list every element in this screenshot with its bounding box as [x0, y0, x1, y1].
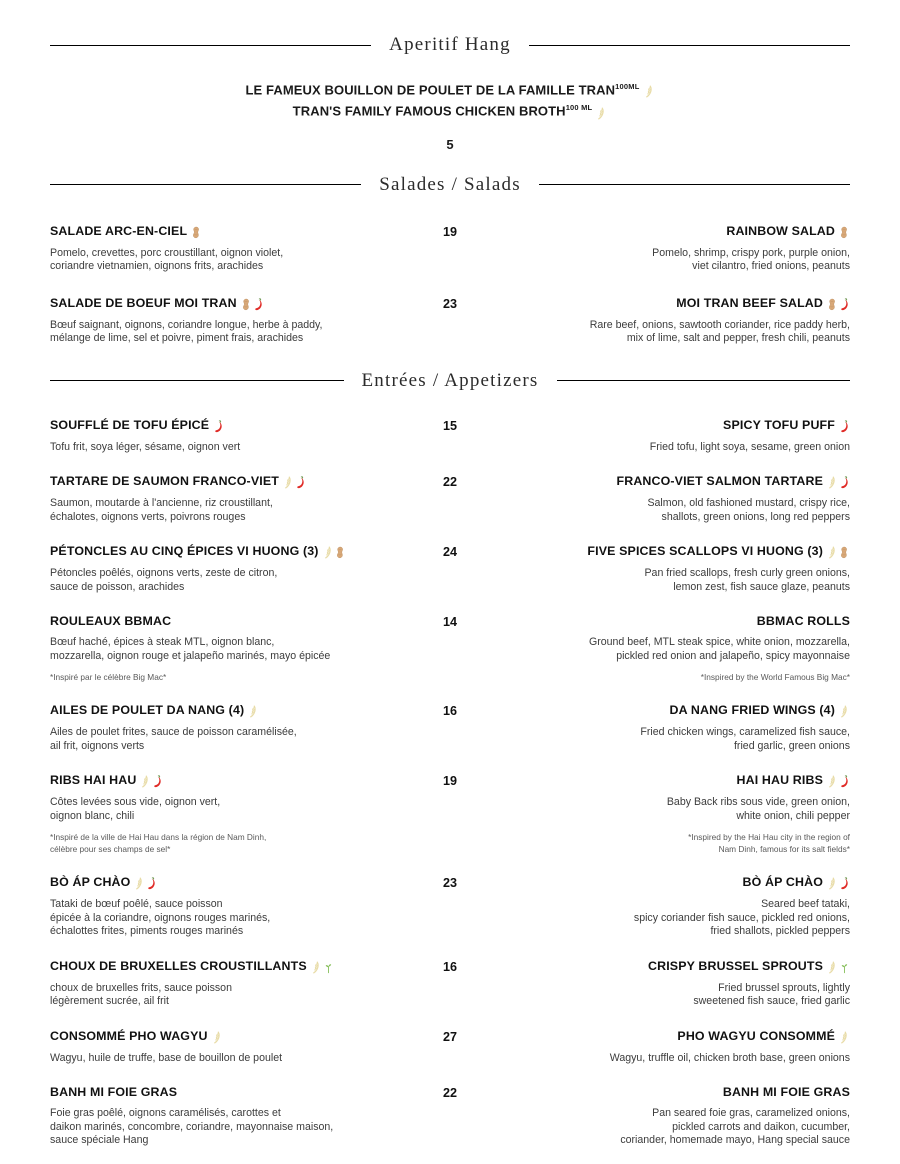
allergen-icons-en	[826, 297, 850, 312]
menu-item-en	[480, 296, 850, 346]
wheat-icon	[827, 877, 838, 890]
menu-item-price-cell	[420, 959, 480, 974]
aperitif-name-fr	[50, 78, 850, 99]
menu-item-price: 22	[442, 1086, 457, 1101]
peanut-icon	[839, 226, 850, 239]
menu-item-desc-en: Ground beef, MTL steak spice, white onion, mozzarella, pickled red onion and jalapeño, spicy mayonnaise	[588, 636, 850, 662]
menu-item-name-en	[480, 959, 850, 975]
menu-item-name-en-text: MOI TRAN BEEF SALAD	[676, 295, 823, 310]
aperitif-volume-en: 100 ML	[565, 103, 593, 113]
item-spacer	[50, 454, 850, 474]
section-header-entrees	[50, 370, 850, 392]
allergen-icons-fr	[247, 704, 259, 719]
peanut-icon	[335, 546, 346, 559]
menu-item	[50, 224, 850, 274]
menu-item	[50, 875, 850, 939]
menu-item-desc-en: Pan fried scallops, fresh curly green onions, lemon zest, fish sauce glaze, peanuts	[644, 567, 850, 593]
menu-item-name-en-text: BBMAC ROLLS	[756, 614, 850, 629]
menu-item-name-en	[480, 544, 850, 560]
item-spacer	[50, 855, 850, 875]
wheat-icon	[311, 961, 322, 974]
menu-item-fr	[50, 959, 420, 1009]
menu-item-price: 14	[442, 615, 457, 630]
menu-item-name-fr-text: BÒ ÁP CHÀO	[50, 875, 131, 890]
menu-item-desc-en: Fried tofu, light soya, sesame, green onion	[649, 440, 850, 453]
aperitif-name-en	[50, 99, 850, 120]
menu-item-desc-fr: Pomelo, crevettes, porc croustillant, oignon violet, coriandre vietnamien, oignons frits, arachides	[50, 246, 284, 273]
item-spacer	[50, 753, 850, 773]
menu-item-en	[480, 474, 850, 524]
chili-icon	[839, 877, 850, 890]
menu-item-name-en-text: DA NANG FRIED WINGS (4)	[669, 703, 835, 718]
menu-item	[50, 418, 850, 455]
allergen-icons-fr	[133, 876, 157, 891]
menu-item-price-cell	[420, 418, 480, 433]
menu-item-name-en	[480, 418, 850, 434]
menu-item-desc-fr: Bœuf haché, épices à steak MTL, oignon blanc, mozzarella, oignon rouge et jalapeño marinés, mayo épicée	[50, 636, 331, 662]
menu-item	[50, 1085, 850, 1148]
menu-item-name-en	[480, 614, 850, 629]
menu-item-name-fr	[50, 544, 420, 560]
rule-left	[50, 45, 371, 46]
menu-item-fr	[50, 875, 420, 939]
menu-item-fr	[50, 296, 420, 346]
menu-item	[50, 959, 850, 1009]
chili-icon	[839, 420, 850, 433]
menu-item-desc-fr: Tataki de bœuf poêlé, sauce poisson épicée à la coriandre, oignons rouges marinés, échalottes frites, piments rouges marinés	[50, 898, 271, 938]
allergen-icons-fr	[139, 774, 163, 789]
allergen-icons-en	[838, 1030, 850, 1045]
menu-item-price-cell	[420, 773, 480, 788]
menu-item-name-fr-text: SALADE ARC-EN-CIEL	[50, 223, 188, 238]
chili-icon	[152, 775, 163, 788]
menu-item-desc-fr: Foie gras poêlé, oignons caramélisés, carottes et daikon marinés, concombre, coriandre, mayonnaise maison, sauce spéciale Hang	[50, 1107, 334, 1147]
allergen-icons-fr	[240, 297, 264, 312]
menu-item-en	[480, 1085, 850, 1148]
menu-item-desc-fr: Ailes de poulet frites, sauce de poisson caramélisée, ail frit, oignons verts	[50, 726, 297, 752]
menu-item-name-fr-text: CONSOMMÉ PHO WAGYU	[50, 1028, 208, 1043]
menu-item-name-en	[480, 773, 850, 789]
menu-item-en	[480, 224, 850, 274]
menu-item-name-en	[480, 474, 850, 490]
menu-item-name-en-text: BANH MI FOIE GRAS	[722, 1085, 850, 1100]
menu-item-note-fr: *Inspiré par le célèbre Big Mac*	[50, 672, 167, 683]
wheat-icon	[827, 775, 838, 788]
allergen-icons-en	[838, 419, 850, 434]
chili-icon	[253, 298, 264, 311]
menu-item-en	[480, 703, 850, 753]
menu-item-en	[480, 959, 850, 1009]
chili-icon	[839, 476, 850, 489]
menu-item-desc-en: Baby Back ribs sous vide, green onion, white onion, chili pepper	[666, 796, 850, 822]
menu-item-price-cell	[420, 875, 480, 890]
menu-item-name-en-text: FIVE SPICES SCALLOPS VI HUONG (3)	[587, 544, 823, 559]
menu-item-name-fr	[50, 1029, 420, 1045]
wheat-icon	[323, 546, 334, 559]
aperitif-icons-en	[595, 104, 607, 121]
menu-item-note-en: *Inspired by the World Famous Big Mac*	[700, 672, 850, 683]
chili-icon	[213, 420, 224, 433]
rule-left	[50, 184, 361, 185]
menu-item-fr	[50, 1085, 420, 1148]
wheat-icon	[644, 85, 655, 98]
peanut-icon	[827, 298, 838, 311]
menu-item-name-fr-text: TARTARE DE SAUMON FRANCO-VIET	[50, 474, 279, 489]
menu-item-price: 23	[442, 296, 457, 311]
menu-item-name-fr	[50, 703, 420, 719]
aperitif-item	[50, 78, 850, 152]
menu-item-fr	[50, 474, 420, 524]
menu-item-name-fr	[50, 1085, 420, 1100]
menu-item-price-cell	[420, 474, 480, 489]
menu-item-name-fr-text: SALADE DE BOEUF MOI TRAN	[50, 295, 237, 310]
allergen-icons-fr	[190, 225, 202, 240]
menu-item-fr	[50, 703, 420, 753]
allergen-icons-en	[826, 960, 850, 975]
allergen-icons-fr	[211, 1030, 223, 1045]
menu-item-price: 19	[442, 774, 457, 789]
allergen-icons-fr	[212, 419, 224, 434]
menu-item-name-en-text: RAINBOW SALAD	[726, 223, 835, 238]
menu-item-name-en	[480, 296, 850, 312]
section-title: Entrées / Appetizers	[361, 369, 539, 391]
menu-item-name-fr	[50, 614, 420, 629]
menu-item-en	[480, 418, 850, 455]
menu-item-name-en	[480, 1085, 850, 1100]
menu-item-name-fr-text: CHOUX DE BRUXELLES CROUSTILLANTS	[50, 958, 307, 973]
rule-left	[50, 380, 344, 381]
rule-right	[557, 380, 851, 381]
menu-item-desc-en: Fried chicken wings, caramelized fish sauce, fried garlic, green onions	[640, 726, 850, 752]
menu-item-name-fr	[50, 875, 420, 891]
wheat-icon	[134, 877, 145, 890]
menu-item-desc-en: Salmon, old fashioned mustard, crispy rice, shallots, green onions, long red peppers	[647, 497, 850, 523]
item-spacer	[50, 683, 850, 703]
menu-item-desc-en: Rare beef, onions, sawtooth coriander, rice paddy herb, mix of lime, salt and pepper, fresh chili, peanuts	[589, 318, 850, 345]
aperitif-name-en-text: TRAN'S FAMILY FAMOUS CHICKEN BROTH	[292, 103, 566, 119]
menu-item-en	[480, 614, 850, 683]
menu-item-en	[480, 544, 850, 594]
wheat-icon	[596, 107, 607, 120]
menu-item-fr	[50, 544, 420, 594]
menu-item-price: 23	[442, 876, 457, 891]
menu-item-name-fr	[50, 474, 420, 490]
item-spacer	[50, 524, 850, 544]
wheat-icon	[212, 1031, 223, 1044]
aperitif-name-fr-text: LE FAMEUX BOUILLON DE POULET DE LA FAMILLE TRAN	[245, 82, 616, 98]
menu-item	[50, 544, 850, 594]
chili-icon	[146, 877, 157, 890]
menu-item	[50, 614, 850, 683]
menu-item-name-en-text: SPICY TOFU PUFF	[723, 417, 835, 432]
sprout-icon	[839, 961, 850, 974]
section-header-aperitif	[50, 34, 850, 56]
menu-item-name-fr-text: RIBS HAI HAU	[50, 773, 137, 788]
menu-item-name-en-text: CRISPY BRUSSEL SPROUTS	[648, 958, 823, 973]
item-spacer	[50, 274, 850, 296]
menu-item-name-fr-text: SOUFFLÉ DE TOFU ÉPICÉ	[50, 417, 210, 432]
item-spacer	[50, 1065, 850, 1085]
menu-item-name-en-text: HAI HAU RIBS	[736, 773, 823, 788]
allergen-icons-en	[838, 704, 850, 719]
menu-item-name-fr	[50, 296, 420, 312]
menu-item-price-cell	[420, 224, 480, 239]
menu-item-desc-en: Wagyu, truffle oil, chicken broth base, green onions	[609, 1051, 850, 1064]
menu-item-desc-fr: choux de bruxelles frits, sauce poisson légèrement sucrée, ail frit	[50, 981, 232, 1008]
menu-item-name-fr-text: PÉTONCLES AU CINQ ÉPICES VI HUONG (3)	[50, 544, 319, 559]
allergen-icons-fr	[322, 545, 346, 560]
wheat-icon	[827, 546, 838, 559]
menu-item-note-en: *Inspired by the Hai Hau city in the region of Nam Dinh, famous for its salt fields*	[688, 832, 850, 855]
menu-item	[50, 773, 850, 855]
menu-item-price: 27	[442, 1029, 457, 1044]
allergen-icons-en	[826, 545, 850, 560]
menu-item-name-en	[480, 875, 850, 891]
menu-item-price: 19	[442, 224, 457, 239]
menu-item-en	[480, 875, 850, 939]
menu-item-desc-fr: Tofu frit, soya léger, sésame, oignon vert	[50, 440, 241, 453]
item-spacer	[50, 594, 850, 614]
peanut-icon	[191, 226, 202, 239]
menu-item	[50, 296, 850, 346]
section-header-salades	[50, 174, 850, 196]
menu-item-desc-fr: Saumon, moutarde à l'ancienne, riz croustillant, échalotes, oignons verts, poivrons rouges	[50, 497, 273, 523]
menu-item-name-en-text: PHO WAGYU CONSOMMÉ	[677, 1028, 835, 1043]
menu-item-price-cell	[420, 614, 480, 629]
menu-item	[50, 1029, 850, 1066]
menu-item-name-fr	[50, 224, 420, 240]
menu-item-price-cell	[420, 544, 480, 559]
menu-item	[50, 703, 850, 753]
menu-item-desc-en: Pan seared foie gras, caramelized onions, pickled carrots and daikon, cucumber, coriander, homemade mayo, Hang special sauce	[620, 1107, 850, 1147]
menu-item-name-en-text: FRANCO-VIET SALMON TARTARE	[616, 474, 823, 489]
menu-item-name-fr-text: BANH MI FOIE GRAS	[50, 1085, 178, 1100]
menu-item-desc-en: Pomelo, shrimp, crispy pork, purple onion, viet cilantro, fried onions, peanuts	[652, 246, 850, 273]
menu-item-price: 16	[442, 959, 457, 974]
allergen-icons-fr	[310, 960, 334, 975]
wheat-icon	[827, 476, 838, 489]
aperitif-price: 5	[446, 136, 454, 152]
menu-item-desc-fr: Bœuf saignant, oignons, coriandre longue, herbe à paddy, mélange de lime, sel et poivre, piment frais, arachides	[50, 318, 323, 345]
peanut-icon	[839, 546, 850, 559]
menu-item-name-en	[480, 224, 850, 240]
menu-item-note-fr: *Inspiré de la ville de Hai Hau dans la région de Nam Dinh, célèbre pour ses champs de sel*	[50, 832, 267, 855]
wheat-icon	[827, 961, 838, 974]
menu-item-name-en	[480, 1029, 850, 1045]
menu-item-fr	[50, 418, 420, 455]
chili-icon	[839, 775, 850, 788]
menu-item-desc-fr: Pétoncles poêlés, oignons verts, zeste de citron, sauce de poisson, arachides	[50, 567, 278, 593]
menu-item-name-fr	[50, 773, 420, 789]
menu-item-desc-en: Fried brussel sprouts, lightly sweetened fish sauce, fried garlic	[693, 981, 850, 1008]
rule-right	[529, 45, 850, 46]
menu-item-price: 15	[442, 418, 457, 433]
rule-right	[539, 184, 850, 185]
menu-item-price-cell	[420, 1085, 480, 1100]
wheat-icon	[839, 705, 850, 718]
allergen-icons-en	[838, 225, 850, 240]
item-spacer	[50, 939, 850, 959]
menu-item-desc-fr: Côtes levées sous vide, oignon vert, oignon blanc, chili	[50, 796, 221, 822]
menu-item-name-fr	[50, 418, 420, 434]
wheat-icon	[248, 705, 259, 718]
chili-icon	[839, 298, 850, 311]
menu-item-fr	[50, 1029, 420, 1066]
menu-item-fr	[50, 773, 420, 855]
menu-item-name-en	[480, 703, 850, 719]
allergen-icons-en	[826, 774, 850, 789]
allergen-icons-fr	[282, 475, 306, 490]
menu-item-desc-fr: Wagyu, huile de truffe, base de bouillon de poulet	[50, 1051, 283, 1064]
peanut-icon	[241, 298, 252, 311]
menu-item-fr	[50, 224, 420, 274]
menu-item-name-fr	[50, 959, 420, 975]
menu-item-name-en-text: BÒ ÁP CHÀO	[742, 875, 823, 890]
menu-item-en	[480, 773, 850, 855]
section-title: Salades / Salads	[379, 173, 521, 195]
menu-item-fr	[50, 614, 420, 683]
menu-item-price-cell	[420, 703, 480, 718]
allergen-icons-en	[826, 876, 850, 891]
salades-item-list	[50, 224, 850, 346]
aperitif-volume-fr: 100ML	[615, 82, 640, 91]
entrees-item-list	[50, 418, 850, 1148]
menu-item-en	[480, 1029, 850, 1066]
menu-item-price: 24	[442, 545, 457, 560]
menu-item-price-cell	[420, 296, 480, 311]
menu-item-name-fr-text: AILES DE POULET DA NANG (4)	[50, 703, 245, 718]
menu-item-name-fr-text: ROULEAUX BBMAC	[50, 614, 172, 629]
aperitif-icons-fr	[643, 82, 655, 99]
menu-item	[50, 474, 850, 524]
wheat-icon	[283, 476, 294, 489]
wheat-icon	[839, 1031, 850, 1044]
chili-icon	[295, 476, 306, 489]
menu-item-price: 22	[442, 475, 457, 490]
sprout-icon	[323, 961, 334, 974]
item-spacer	[50, 1009, 850, 1029]
allergen-icons-en	[826, 475, 850, 490]
menu-item-price: 16	[442, 704, 457, 719]
menu-item-desc-en: Seared beef tataki, spicy coriander fish sauce, pickled red onions, fried shallots, pickled peppers	[633, 898, 850, 938]
section-title: Aperitif Hang	[389, 34, 511, 55]
menu-item-price-cell	[420, 1029, 480, 1044]
wheat-icon	[140, 775, 151, 788]
